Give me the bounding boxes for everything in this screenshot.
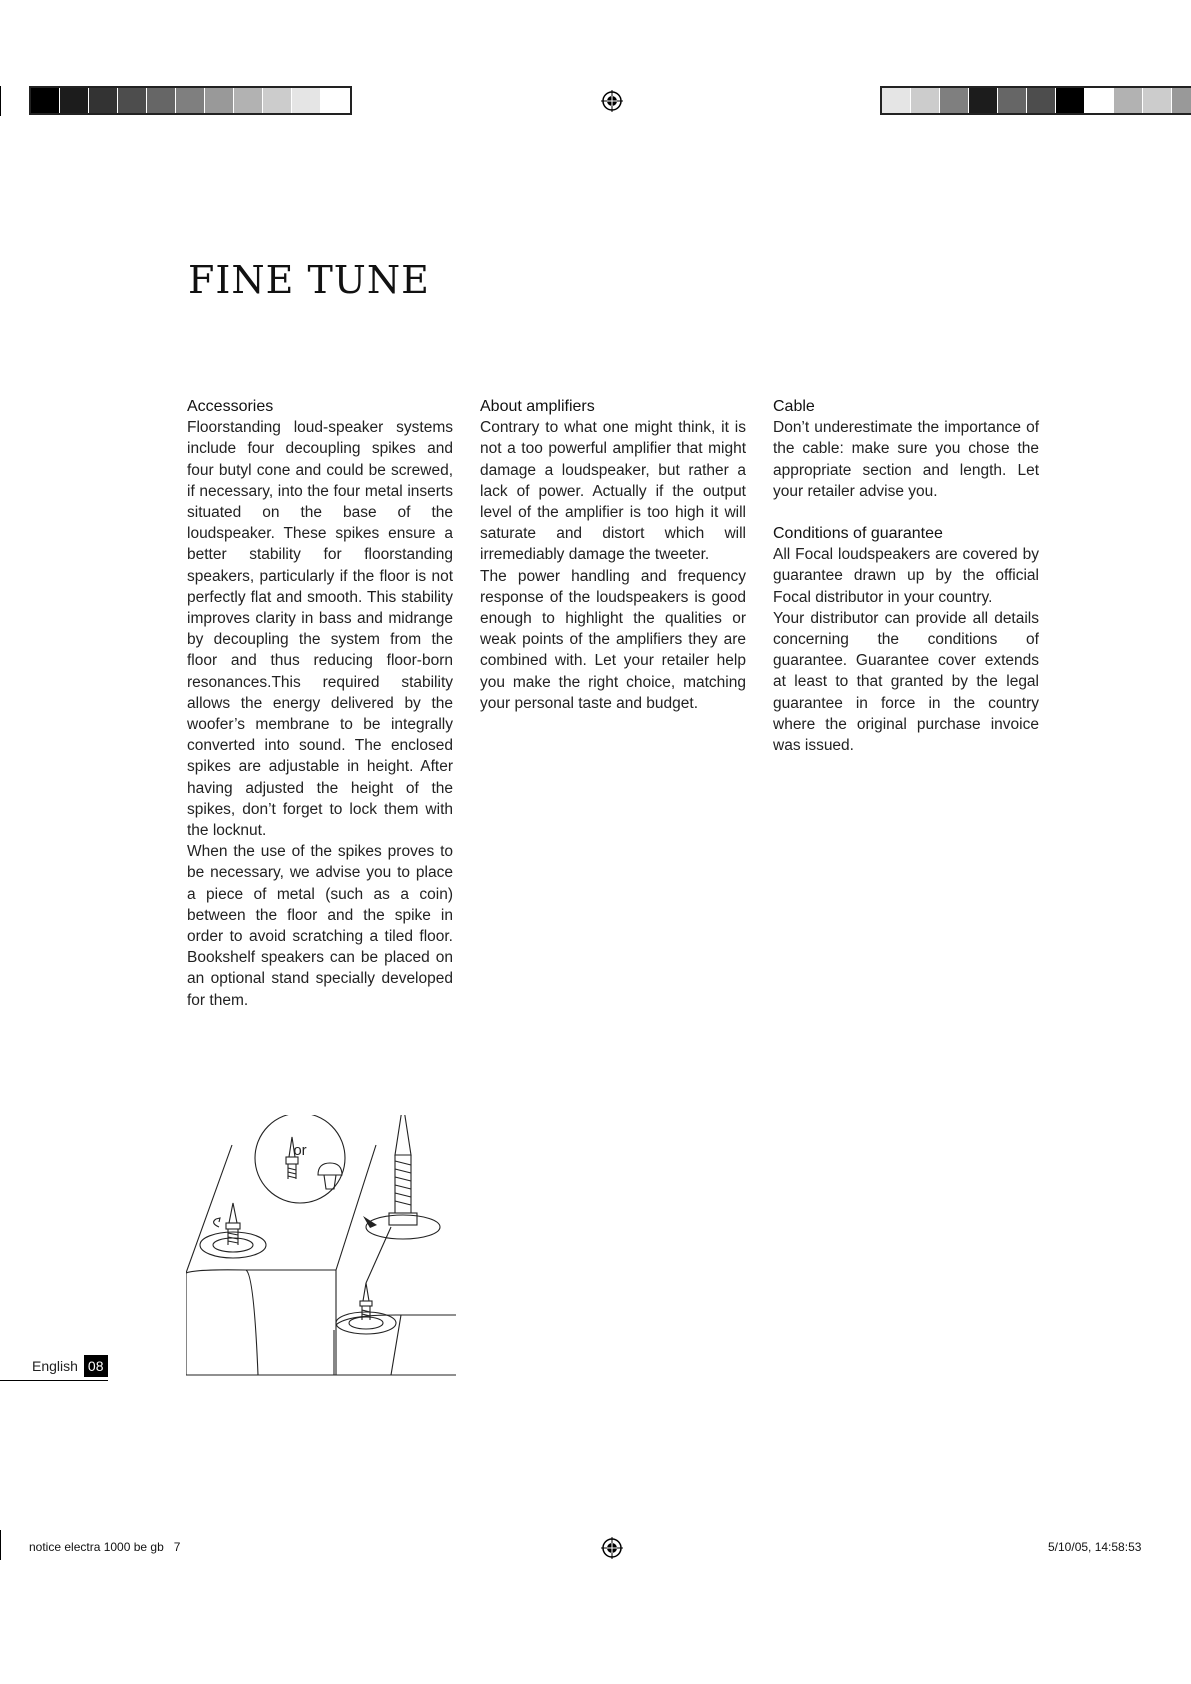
column-cable-guarantee [773, 396, 1039, 756]
paragraph: Contrary to what one might think, it is not a too powerful amplifier that might damage a loudspeaker, but rather a lack of power. Actually if the output level of the amplifier is too high it will saturate and distort which will irremediably damage the tweeter. [480, 419, 746, 564]
color-swatch [1143, 88, 1172, 113]
crop-mark-bottom-left [0, 1530, 1, 1560]
registration-mark-bottom-icon [601, 1537, 623, 1559]
page-number: 08 [84, 1355, 108, 1377]
color-swatch [60, 88, 89, 113]
column-accessories [187, 396, 453, 1011]
footer-rule [0, 1380, 108, 1381]
paragraph: When the use of the spikes proves to be necessary, we advise you to place a piece of metal (such as a coin) between the floor and the spike in order to avoid scratching a tiled floor. Bookshelf speakers can be placed on an optional stand specially developed for them. [187, 843, 453, 1009]
color-swatch [263, 88, 292, 113]
color-swatch [118, 88, 147, 113]
paragraph: All Focal loudspeakers are covered by guarantee drawn up by the official Focal distributor in your country. [773, 546, 1039, 606]
section-heading-cable: Cable [773, 398, 815, 415]
print-slug-timestamp: 5/10/05, 14:58:53 [1048, 1540, 1142, 1554]
section-spacer [773, 502, 1039, 523]
paragraph: The power handling and frequency response of the loudspeakers is good enough to highlight the qualities or weak points of the amplifiers they are combined with. Let your retailer help you make the right choice, matching your personal taste and budget. [480, 567, 746, 712]
paragraph: Don’t underestimate the importance of the cable: make sure you chose the appropriate section and length. Let your retailer advise you. [773, 419, 1039, 500]
color-swatch [1027, 88, 1056, 113]
color-swatch [1114, 88, 1143, 113]
color-swatch [1172, 88, 1191, 113]
page-title: FINE TUNE [188, 258, 430, 302]
section-heading-about-amplifiers: About amplifiers [480, 398, 595, 415]
spike-installation-illustration [186, 1115, 456, 1385]
language-label: English [32, 1358, 78, 1374]
color-swatch [292, 88, 321, 113]
color-swatch [205, 88, 234, 113]
crop-mark-top-left [0, 86, 1, 116]
print-slug-file: notice electra 1000 be gb 7 [29, 1540, 181, 1554]
color-swatch [147, 88, 176, 113]
color-swatch [1085, 88, 1114, 113]
color-swatch [969, 88, 998, 113]
illustration-label-or: or [293, 1142, 307, 1159]
footer-language [32, 1353, 108, 1379]
color-swatch [321, 88, 350, 113]
section-heading-accessories: Accessories [187, 398, 274, 415]
color-swatch [1056, 88, 1085, 113]
color-swatch [911, 88, 940, 113]
color-swatch [998, 88, 1027, 113]
column-about-amplifiers [480, 396, 746, 714]
paragraph: Your distributor can provide all details concerning the conditions of guarantee. Guarantee cover extends at least to that granted by the legal guarantee in force in the country where the original purchase invoice was issued. [773, 609, 1039, 755]
paragraph: Floorstanding loud-speaker systems include four decoupling spikes and four butyl cone and could be screwed, if necessary, into the four metal inserts situated on the base of the loudspeaker. These spikes ensure a better stability for floorstanding speakers, particularly if the floor is not perfectly flat and smooth. This stability improves clarity in bass and midrange by decoupling the system from the floor and thus reducing floor-born resonances.This required stability allows the energy delivered by the woofer’s membrane to be integrally converted into sound. The enclosed spikes are adjustable in height. After having adjusted the height of the spikes, don’t forget to lock them with the locknut. [187, 419, 453, 840]
section-heading-conditions-of-guarantee: Conditions of guarantee [773, 525, 943, 543]
color-swatch [882, 88, 911, 113]
color-swatch [234, 88, 263, 113]
color-swatch [940, 88, 969, 113]
color-swatch [176, 88, 205, 113]
color-swatch [89, 88, 118, 113]
registration-mark-top-icon [601, 90, 623, 112]
color-swatch [31, 88, 60, 113]
color-bar-left [29, 86, 352, 115]
color-bar-right [880, 86, 1191, 115]
